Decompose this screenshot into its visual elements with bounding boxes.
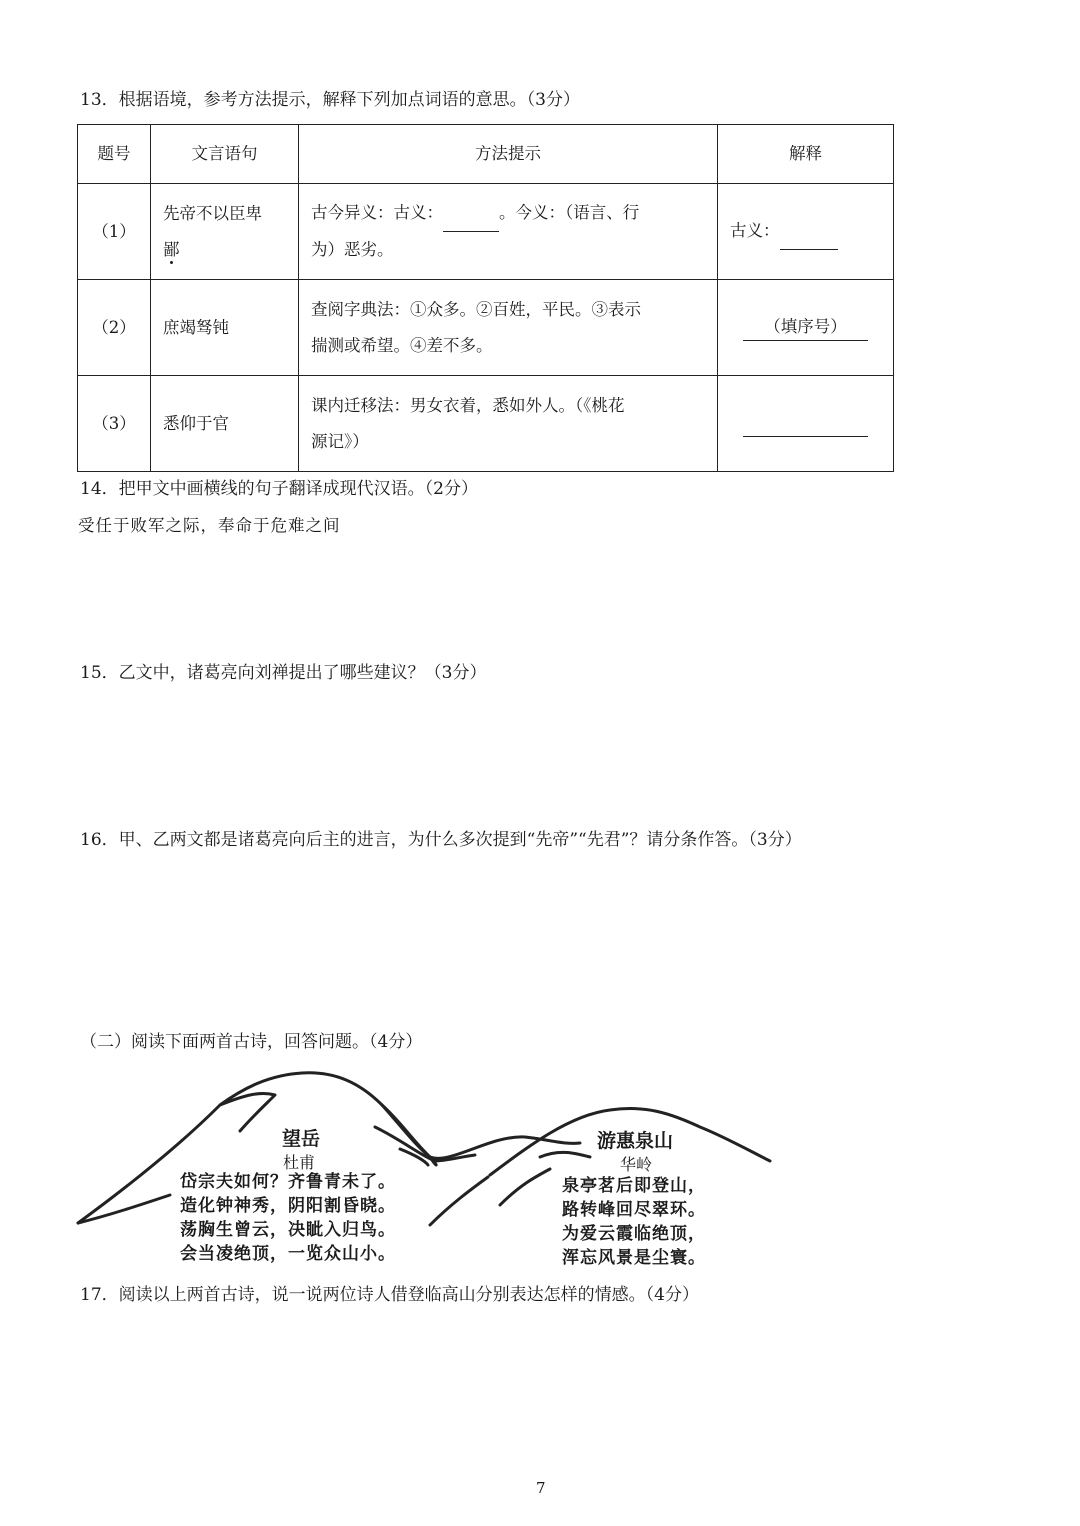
row-sentence (151, 376, 299, 472)
hint-part: 古今异义：古义： (311, 203, 443, 222)
poem2-title: 游惠泉山 (597, 1130, 674, 1152)
poem2-line: 浑忘风景是尘寰。 (562, 1248, 706, 1268)
q16-title: 16．甲、乙两文都是诸葛亮向后主的进言，为什么多次提到“先帝”“先君”？请分条作答。（3分） (80, 830, 802, 850)
q13-title: 13．根据语境，参考方法提示，解释下列加点词语的意思。（3分） (80, 90, 580, 110)
poem1-line: 荡胸生曾云，决眦入归鸟。 (180, 1220, 396, 1240)
hint-part: 课内迁移法：男女衣着，悉如外人。（《桃花 (311, 395, 625, 415)
poem2-line: 为爱云霞临绝顶， (562, 1224, 706, 1244)
header-sentence: 文言语句 (151, 125, 299, 184)
hint-part: 。今义：（语言、行 (499, 203, 640, 222)
poem1-line: 会当凌绝顶，一览众山小。 (180, 1244, 396, 1264)
poem1-title: 望岳 (282, 1128, 321, 1150)
q14-answer[interactable]: 受任于败军之际，奉命于危难之间 (78, 516, 341, 535)
sentence-text: 庶竭驽钝 (163, 317, 229, 337)
table-row (78, 376, 894, 472)
poem1-author: 杜甫 (283, 1153, 316, 1172)
row-num: （1） (78, 184, 151, 280)
poem1-line: 造化钟神秀，阴阳割昏晓。 (180, 1196, 396, 1216)
hint-part: 源记》） (311, 431, 369, 451)
sentence-text: 悉仰于官 (163, 413, 229, 433)
row-answer (718, 184, 894, 280)
poem2-line: 路转峰回尽翠环。 (562, 1200, 706, 1220)
answer-blank[interactable]: （填序号） (743, 314, 868, 341)
table-header-row (78, 125, 894, 184)
sentence-part: 先帝不以臣卑 (163, 203, 262, 223)
row-sentence (151, 184, 299, 280)
dotted-word: 鄙 (163, 239, 180, 259)
row-sentence (151, 280, 299, 376)
row-answer[interactable] (718, 280, 894, 376)
section2-title: （二）阅读下面两首古诗，回答问题。（4分） (80, 1032, 423, 1052)
row-answer[interactable] (718, 376, 894, 472)
table-row (78, 184, 894, 280)
header-num: 题号 (78, 125, 151, 184)
poem2-author: 华岭 (620, 1155, 653, 1174)
table-row (78, 280, 894, 376)
q15-title: 15．乙文中，诸葛亮向刘禅提出了哪些建议？（3分） (80, 663, 487, 683)
q14-title: 14．把甲文中画横线的句子翻译成现代汉语。（2分） (80, 479, 478, 499)
hint-part: 查阅字典法：①众多。②百姓，平民。③表示 (311, 299, 641, 319)
poem2-line: 泉亭茗后即登山， (562, 1176, 706, 1196)
header-answer: 解释 (718, 125, 894, 184)
fill-blank[interactable] (443, 195, 499, 232)
hint-part: 为）恶劣。 (311, 240, 394, 259)
header-hint: 方法提示 (299, 125, 718, 184)
q13-table (77, 124, 894, 472)
answer-prefix: 古义： (730, 221, 780, 240)
q17-title: 17．阅读以上两首古诗，说一说两位诗人借登临高山分别表达怎样的情感。（4分） (80, 1285, 699, 1305)
row-num: （3） (78, 376, 151, 472)
answer-blank[interactable] (743, 410, 868, 437)
row-hint (299, 184, 718, 280)
page-number: 7 (536, 1479, 546, 1497)
row-hint (299, 280, 718, 376)
answer-blank[interactable] (780, 213, 838, 250)
hint-part: 揣测或希望。④差不多。 (311, 335, 493, 355)
row-hint (299, 376, 718, 472)
row-num: （2） (78, 280, 151, 376)
poem1-line: 岱宗夫如何？齐鲁青未了。 (180, 1172, 396, 1192)
